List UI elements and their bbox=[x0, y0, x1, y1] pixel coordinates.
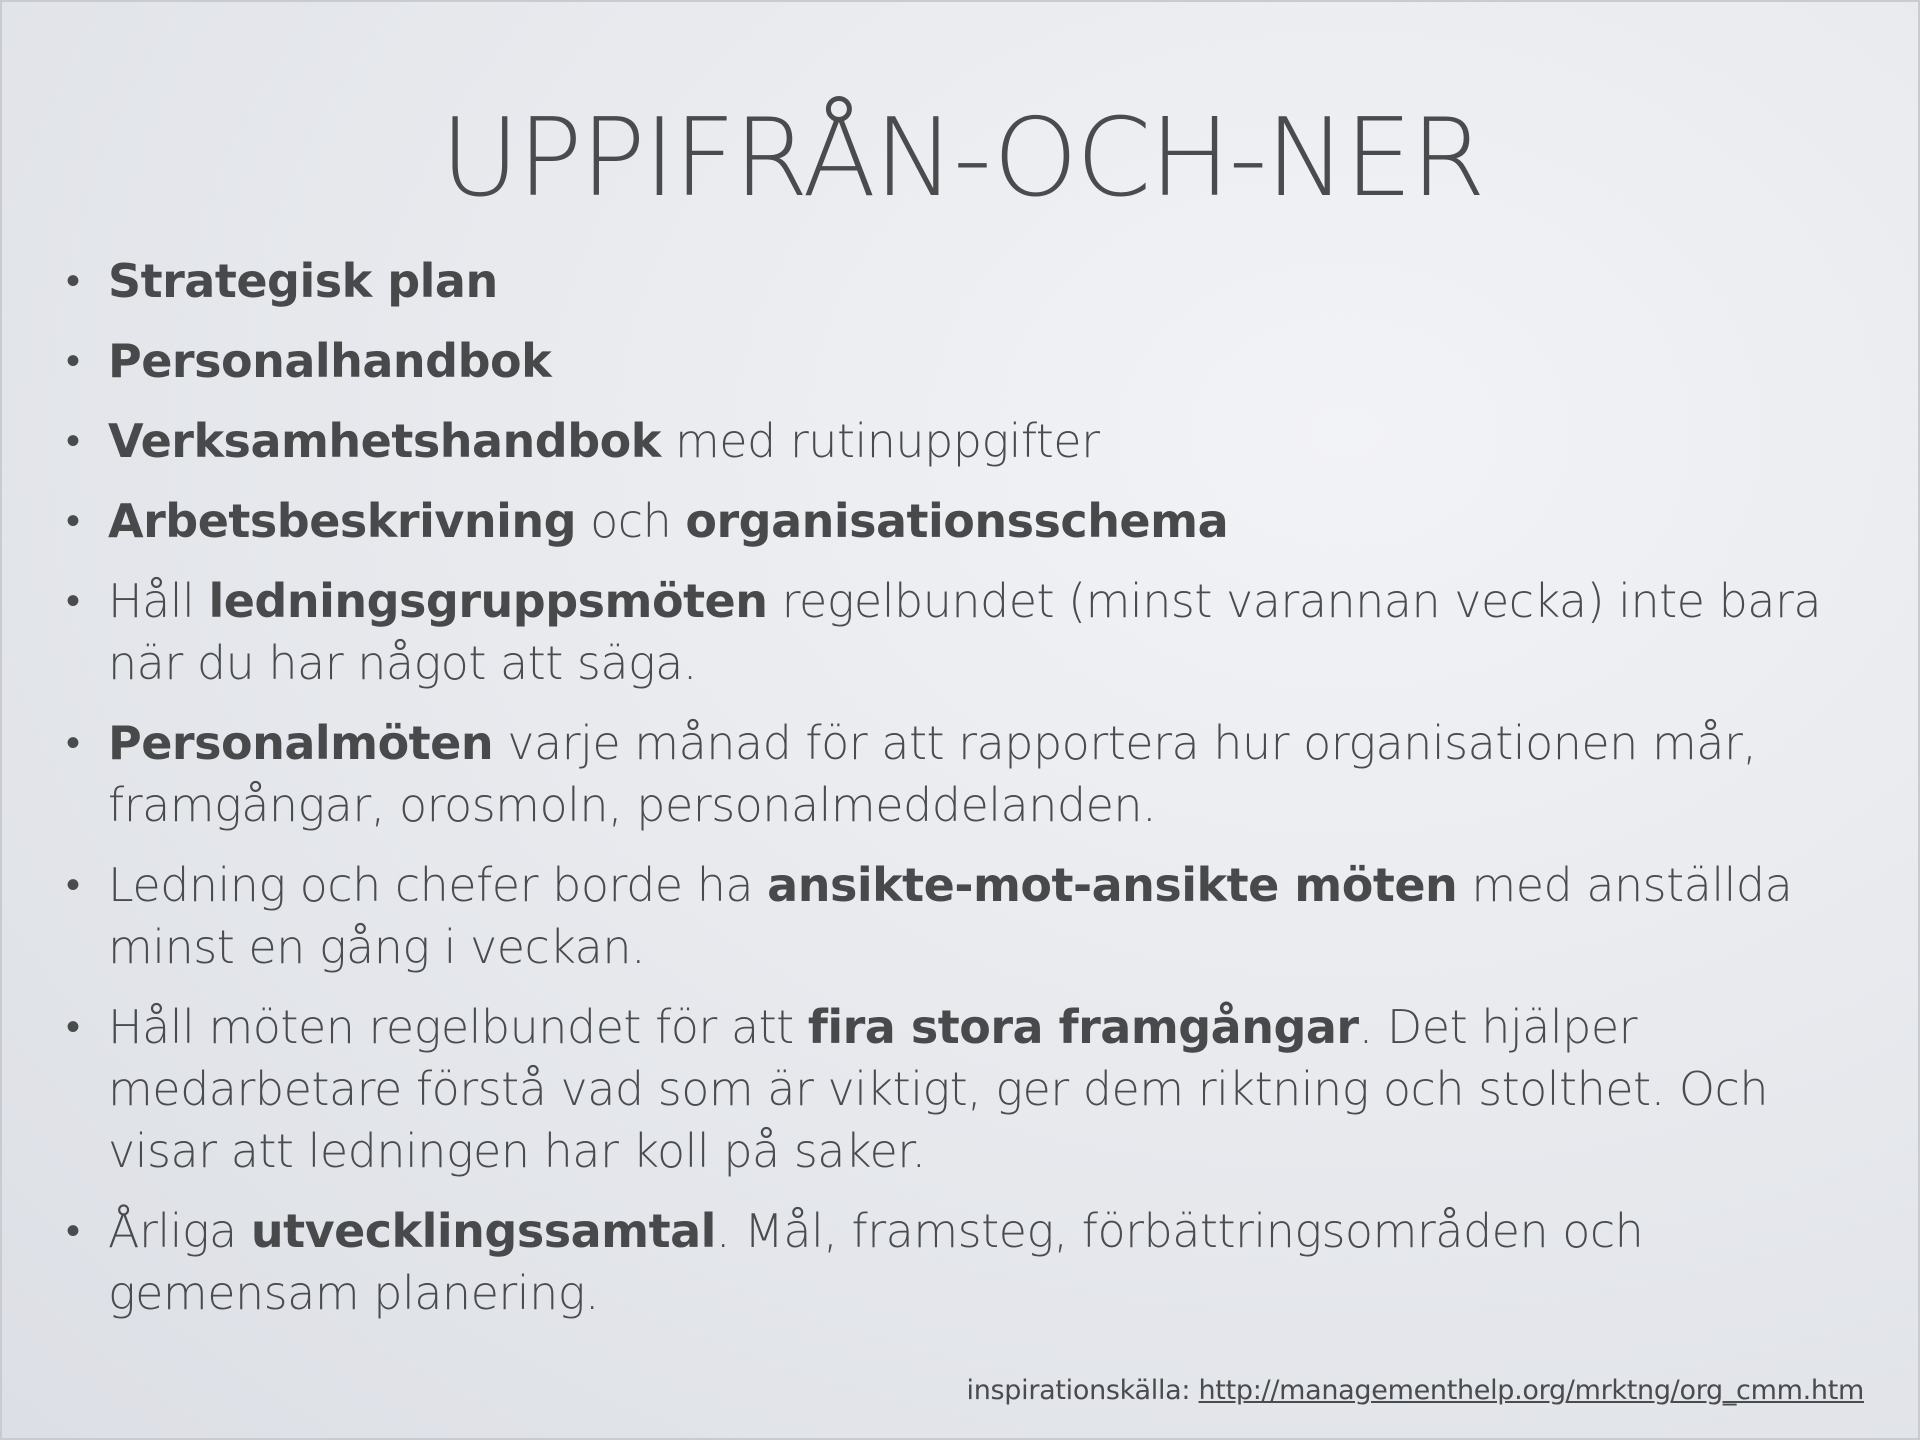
source-link[interactable]: http://managementhelp.org/mrktng/org_cmm.htm bbox=[1198, 1375, 1864, 1406]
bullet-text: med anställda minst en gång i veckan. bbox=[108, 858, 1793, 974]
bullet-bold-text: fira stora framgångar bbox=[807, 1000, 1359, 1054]
bullet-item bbox=[62, 570, 1862, 694]
bullet-text: Håll möten regelbundet för att bbox=[108, 1000, 808, 1054]
source-label: inspirationskälla: bbox=[966, 1375, 1199, 1406]
bullet-item bbox=[62, 1200, 1862, 1324]
bullet-text: och bbox=[576, 494, 686, 548]
bullet-text: . Mål, framsteg, förbättringsområden och gemensam planering. bbox=[108, 1204, 1644, 1320]
bullet-bold-text: ansikte-mot-ansikte möten bbox=[767, 858, 1458, 912]
bullet-bold-text: Arbetsbeskrivning bbox=[108, 494, 577, 548]
bullet-bold-text: Personalmöten bbox=[108, 716, 494, 770]
bullet-item bbox=[62, 250, 1862, 312]
bullet-item bbox=[62, 330, 1862, 392]
bullet-item bbox=[62, 712, 1862, 836]
bullet-bold-text: ledningsgruppsmöten bbox=[208, 574, 768, 628]
bullet-bold-text: Verksamhetshandbok bbox=[108, 414, 661, 468]
bullet-bold-text: Personalhandbok bbox=[108, 334, 552, 388]
bullet-item bbox=[62, 410, 1862, 472]
bullet-item bbox=[62, 490, 1862, 552]
bullet-text: Ledning och chefer borde ha bbox=[108, 858, 768, 912]
bullet-text: Håll bbox=[108, 574, 209, 628]
slide-title: UPPIFRÅN-OCH-NER bbox=[440, 96, 1484, 221]
bullet-text: med rutinuppgifter bbox=[660, 414, 1100, 468]
bullet-text: . Det hjälper medarbetare förstå vad som är viktigt, ger dem riktning och stolthet. Och visar att ledningen har koll på saker. bbox=[108, 1000, 1768, 1178]
bullet-text: regelbundet (minst varannan vecka) inte bara när du har något att säga. bbox=[108, 574, 1822, 690]
bullet-bold-text: Strategisk plan bbox=[108, 254, 498, 308]
source-credit bbox=[967, 1374, 1865, 1408]
bullet-text: varje månad för att rapportera hur organisationen mår, framgångar, orosmoln, personalmeddelanden. bbox=[108, 716, 1757, 832]
bullet-item bbox=[62, 996, 1862, 1182]
bullet-bold-text: utvecklingssamtal bbox=[250, 1204, 716, 1258]
bullet-text: Årliga bbox=[108, 1204, 251, 1258]
bullet-bold-text: organisationsschema bbox=[685, 494, 1229, 548]
bullet-item bbox=[62, 854, 1862, 978]
bullet-list bbox=[62, 250, 1862, 1324]
